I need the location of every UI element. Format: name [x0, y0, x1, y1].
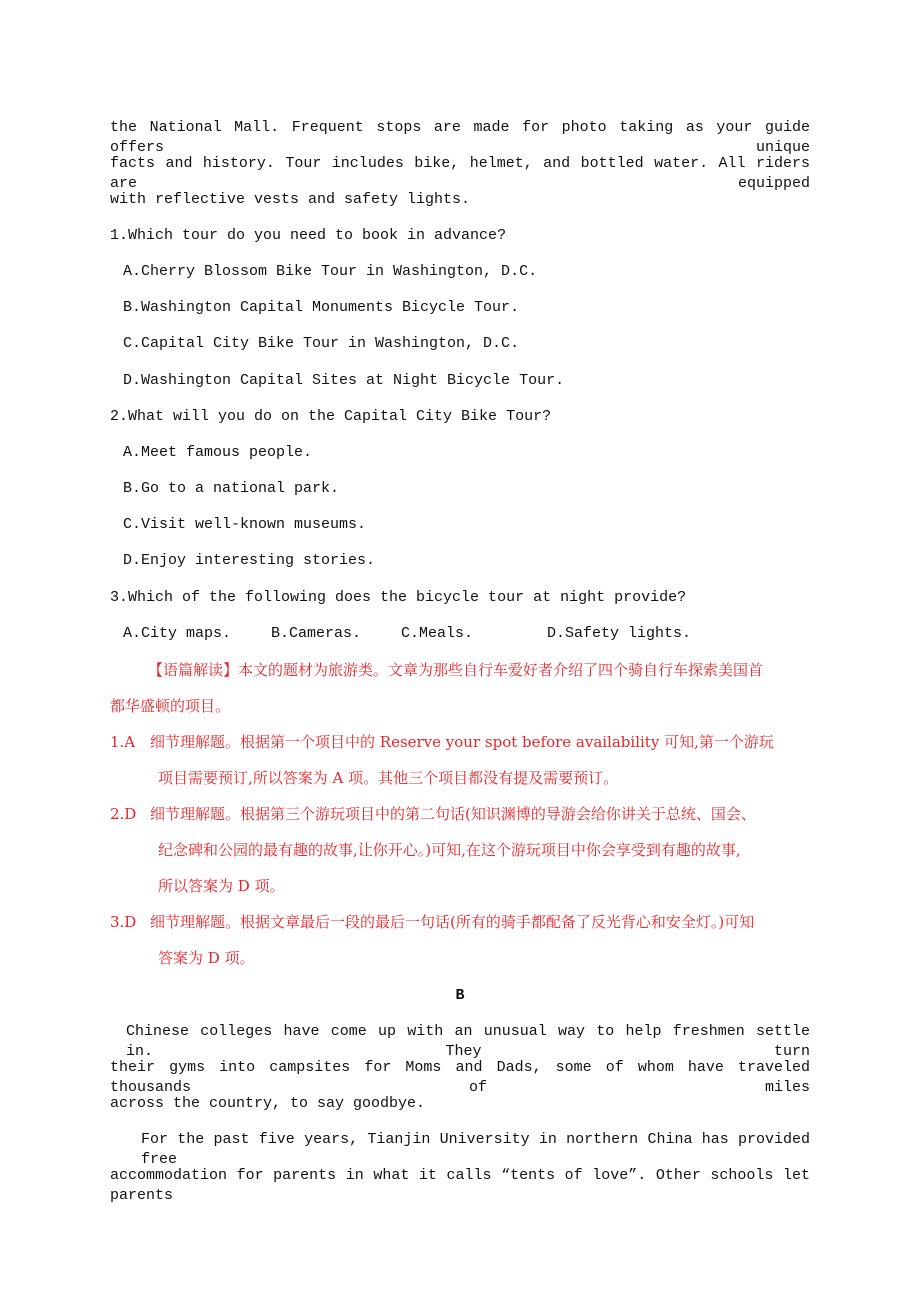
- answer-text: 细节理解题。根据文章最后一段的最后一句话(所有的骑手都配备了反光背心和安全灯。)可知: [150, 913, 755, 931]
- answer-text: 项目需要预订,所以答案为 A 项。其他三个项目都没有提及需要预订。: [158, 769, 619, 787]
- option: C.Visit well-known museums.: [123, 516, 367, 533]
- question-stem: 2.What will you do on the Capital City Bike Tour?: [110, 408, 552, 425]
- option: B.Cameras.: [271, 625, 362, 642]
- text-line: their gyms into campsites for Moms and Dads, some of whom have traveled thousands of miles: [110, 1059, 810, 1096]
- option: D.Safety lights.: [547, 625, 692, 642]
- option: B.Washington Capital Monuments Bicycle Tour.: [123, 299, 520, 316]
- option: A.Meet famous people.: [123, 444, 313, 461]
- option: D.Washington Capital Sites at Night Bicycle Tour.: [123, 372, 565, 389]
- section-heading: B: [455, 987, 465, 1004]
- text-line: For the past five years, Tianjin University in northern China has provided free: [141, 1131, 810, 1168]
- text-line: accommodation for parents in what it calls “tents of love”. Other schools let parents: [110, 1167, 810, 1204]
- answer-text: 所以答案为 D 项。: [158, 877, 285, 895]
- analysis-intro: 【语篇解读】本文的题材为旅游类。文章为那些自行车爱好者介绍了四个骑自行车探索美国首: [148, 661, 764, 679]
- answer-label: 3.D: [110, 913, 137, 931]
- answer-label: 1.A: [110, 733, 136, 751]
- analysis-intro: 都华盛顿的项目。: [110, 697, 231, 715]
- option: C.Meals.: [401, 625, 474, 642]
- answer-text: 纪念碑和公园的最有趣的故事,让你开心。)可知,在这个游玩项目中你会享受到有趣的故事,: [158, 841, 741, 859]
- option: A.City maps.: [123, 625, 232, 642]
- answer-text: 细节理解题。根据第三个游玩项目中的第二句话(知识渊博的导游会给你讲关于总统、国会、: [150, 805, 756, 823]
- answer-text: 细节理解题。根据第一个项目中的 Reserve your spot before availability 可知,第一个游玩: [150, 733, 774, 751]
- question-stem: 3.Which of the following does the bicycle tour at night provide?: [110, 589, 687, 606]
- text-line: the National Mall. Frequent stops are made for photo taking as your guide offers unique: [110, 119, 810, 156]
- answer-label: 2.D: [110, 805, 137, 823]
- text-line: Chinese colleges have come up with an unusual way to help freshmen settle in. They turn: [126, 1023, 810, 1060]
- question-stem: 1.Which tour do you need to book in advance?: [110, 227, 507, 244]
- answer-text: 答案为 D 项。: [158, 949, 255, 967]
- text-line: facts and history. Tour includes bike, helmet, and bottled water. All riders are equipped: [110, 155, 810, 192]
- option: D.Enjoy interesting stories.: [123, 552, 376, 569]
- option: C.Capital City Bike Tour in Washington, D.C.: [123, 335, 520, 352]
- text-line: with reflective vests and safety lights.: [110, 191, 471, 208]
- option: B.Go to a national park.: [123, 480, 340, 497]
- text-line: across the country, to say goodbye.: [110, 1095, 426, 1112]
- option: A.Cherry Blossom Bike Tour in Washington, D.C.: [123, 263, 538, 280]
